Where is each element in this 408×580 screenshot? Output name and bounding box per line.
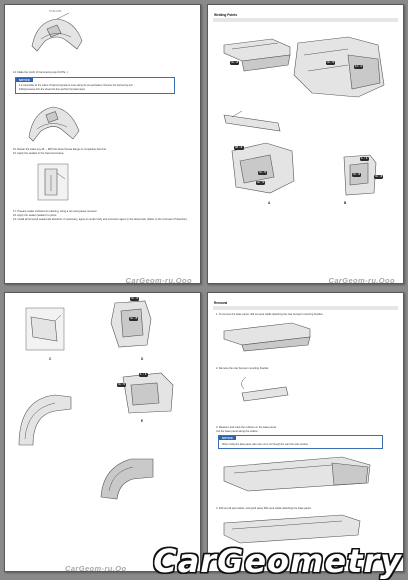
- weld-callout-8: G : 3: [353, 172, 361, 177]
- base-panel-figure: [222, 453, 372, 493]
- step-3: 3. Measure and mark the outlines on the base panel.: [216, 426, 277, 429]
- weld-callout-13: G : 5: [118, 382, 126, 387]
- notice-box: [218, 435, 383, 449]
- weld-callout-1: G : 3: [231, 60, 239, 65]
- step-1: 1. To remove the base panel, drill out spot welds attaching the rear bumper mounting bracket.: [216, 313, 324, 316]
- notice-tag: NOTICE: [219, 436, 236, 440]
- weld-callout-3: H : 1: [355, 64, 362, 69]
- section-header: Removal: [214, 301, 228, 305]
- sealant-figure: [37, 163, 69, 201]
- weld-callout-10: G : 2: [131, 296, 139, 301]
- weld-callout-2: G : 5: [327, 60, 335, 65]
- patch-panel-figure: [97, 453, 157, 501]
- notice-tag: NOTICE: [16, 78, 33, 82]
- spot-weld-figure: [222, 513, 362, 545]
- manual-page-2: [207, 4, 404, 284]
- panel-figure: [288, 35, 388, 103]
- figure-label-c: C: [49, 357, 52, 361]
- figure-label-a: A: [268, 201, 271, 205]
- weld-callout-9: G : 3: [375, 174, 383, 179]
- weld-callout-12: L : 1: [140, 372, 147, 377]
- weld-callout-11: G : 3: [130, 316, 138, 321]
- figure-c: [25, 307, 65, 351]
- step-3-sub: Cut the base panel along the outline.: [216, 430, 259, 433]
- manual-page-4: [207, 292, 404, 572]
- notice-box: [15, 77, 175, 94]
- manual-page-3: [4, 292, 201, 572]
- figure-code: HT-83-X300: [49, 11, 62, 13]
- wheel-arch-figure: [15, 389, 75, 449]
- bracket-figure: [222, 35, 292, 79]
- step-14: 14. Make the notch of hammering cap (CUTE...): [13, 71, 69, 74]
- notice-line-1: When cutting the base panel, take care not to cut through the rear floor side member.: [222, 443, 309, 446]
- watermark: CarGeom-ru.Oo: [65, 564, 127, 572]
- step-2: 2. Remove the rear bumper mounting bracket.: [216, 367, 270, 370]
- figure-label-e: E: [141, 419, 144, 423]
- figure-label-d: D: [141, 357, 144, 361]
- weld-callout-5: G : 5: [259, 170, 267, 175]
- step-19: 19. Install all removed sealed alsi absorber. If necessary, apply an under body anti-corrosion agent to the wheel well. (Refer to the Corrosion Protection).: [13, 218, 188, 221]
- figure-e: [117, 371, 177, 415]
- step-18: 18. Apply the sealer (sealant) to joints.: [13, 214, 57, 217]
- wheel-house-figure-1: [27, 11, 87, 53]
- rail-figure: [222, 109, 282, 137]
- watermark: CarGeom-ru.Ooo: [125, 276, 192, 284]
- weld-callout-4: M : 3: [235, 145, 243, 150]
- weld-callout-7: L : 1: [361, 156, 368, 161]
- manual-page-1: [4, 4, 201, 284]
- weld-callout-6: G : 5: [257, 180, 265, 185]
- notice-line-2: folding because from the wheel hub then perform the basic steps.: [19, 88, 86, 91]
- watermark: CarGeom-ru.Ooo: [328, 276, 395, 284]
- section-header: Welding Points: [214, 13, 237, 17]
- step-17: 17. Prepare sealer surfaces for painting, using a ore and grease remover.: [13, 210, 98, 213]
- figure-label-b: B: [344, 201, 347, 205]
- notice-line-1: It is impossible for the rollers of hammering task to move along the pre-perforation. Hammer the hammering tool: [19, 85, 133, 87]
- step-15: 15. Repair the sides to(+15..., MP) the wheel house flange to completely hammer.: [13, 148, 107, 151]
- step-4: 4. Drill out all spot welds, and grind away MIG spot welds attaching the base panel.: [216, 507, 312, 510]
- step-16: 16. Apply the sealant to the hammered area.: [13, 152, 65, 155]
- bumper-bracket-figure: [222, 319, 312, 353]
- brand-watermark: CarGeometry: [153, 542, 402, 580]
- hammer-figure: [25, 99, 83, 143]
- bracket-removal-figure: [232, 373, 292, 411]
